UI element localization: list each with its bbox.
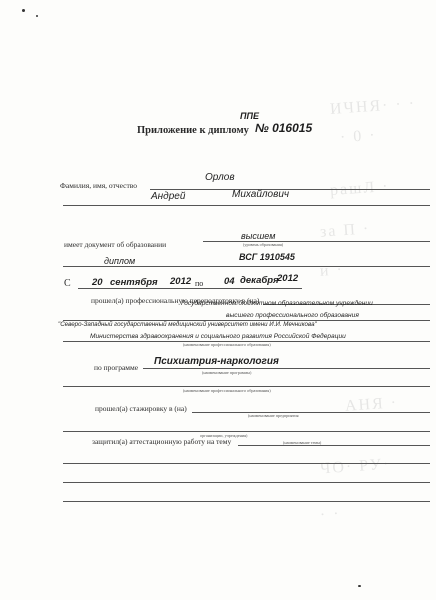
- internship-line: [192, 412, 430, 413]
- period-from-year: 2012: [170, 276, 192, 287]
- period-from-month: сентября: [110, 277, 158, 288]
- institution-line-4: Министерства здравоохранения и социального развития Российской Федерации: [90, 333, 346, 340]
- period-line: [78, 288, 302, 289]
- document-number: № 016015: [255, 121, 313, 135]
- thesis-line-4: [63, 501, 430, 502]
- education-level-line: [203, 241, 430, 242]
- period-to-year: 2012: [277, 273, 299, 284]
- program-value: Психиатрия-наркология: [154, 356, 279, 367]
- thesis-line-3: [63, 482, 430, 483]
- bleed-through-text: и ·: [319, 261, 345, 280]
- thesis-label: защитил(а) аттестационную работу на тему: [92, 437, 232, 446]
- period-to-label: по: [195, 279, 204, 288]
- bleed-through-text: АНЯ ·: [344, 394, 399, 415]
- education-level-caption: (уровень образования): [243, 242, 284, 247]
- bleed-through-text: ИЧНЯ· · ·: [329, 95, 417, 118]
- institution-line-3: "Северо-Западный государственный медицинский университет имени И.И. Мечникова": [58, 321, 317, 328]
- internship-label: прошел(а) стажировку в (на): [95, 404, 187, 413]
- period-from-label: С: [64, 278, 71, 289]
- doc-type-value: диплом: [104, 256, 136, 266]
- internship-caption-3: организации, учреждения): [200, 433, 248, 438]
- given-name-value: Андрей: [151, 191, 186, 202]
- thesis-caption: (наименование темы): [283, 440, 322, 445]
- program-caption: (наименование программы): [202, 370, 252, 375]
- period-to-month: декабря: [240, 275, 279, 286]
- document-title: Приложение к диплому: [137, 125, 249, 136]
- period-from-day: 20: [92, 277, 103, 288]
- program-line: [143, 368, 430, 369]
- bleed-through-text: рашЛ ·: [329, 177, 391, 200]
- institution-line-2: высшего профессионального образования: [226, 312, 359, 319]
- series-label: ППЕ: [240, 111, 259, 121]
- program-line-2: [63, 386, 430, 387]
- retraining-label: прошел(а) профессиональную переподготовку в (на): [91, 296, 260, 305]
- institution-line-1: Государственном бюджетном образовательном учреждении: [181, 300, 373, 307]
- period-to-day: 04: [224, 276, 235, 287]
- education-level-value: высшем: [241, 231, 276, 241]
- scan-speck: [36, 15, 38, 17]
- education-doc-label: имеет документ об образовании: [64, 240, 167, 249]
- internship-line-2: [63, 431, 430, 432]
- surname-line: [150, 189, 430, 190]
- thesis-line: [238, 445, 430, 446]
- bleed-through-text: за П ·: [319, 220, 371, 241]
- bleed-through-text: · ·: [319, 505, 342, 524]
- full-name-label: Фамилия, имя, отчество: [60, 181, 137, 190]
- patronymic-value: Михайлович: [232, 189, 290, 200]
- institution-caption: (наименование профессионального образования): [183, 342, 271, 347]
- bleed-through-text: · 0 ·: [339, 126, 378, 147]
- internship-caption-1: (наименование профессионального образования): [183, 388, 271, 393]
- internship-caption-2: (наименование предприятия: [248, 413, 299, 418]
- name-line: [63, 205, 430, 206]
- doc-line: [63, 266, 430, 267]
- thesis-line-2: [63, 463, 430, 464]
- surname-value: Орлов: [205, 172, 235, 183]
- scan-speck: [22, 9, 25, 12]
- bleed-through-text: ЧО· РУ·: [319, 455, 391, 478]
- program-label: по программе: [94, 363, 139, 372]
- scan-speck: [358, 585, 361, 587]
- doc-number-value: ВСГ 1910545: [239, 252, 295, 262]
